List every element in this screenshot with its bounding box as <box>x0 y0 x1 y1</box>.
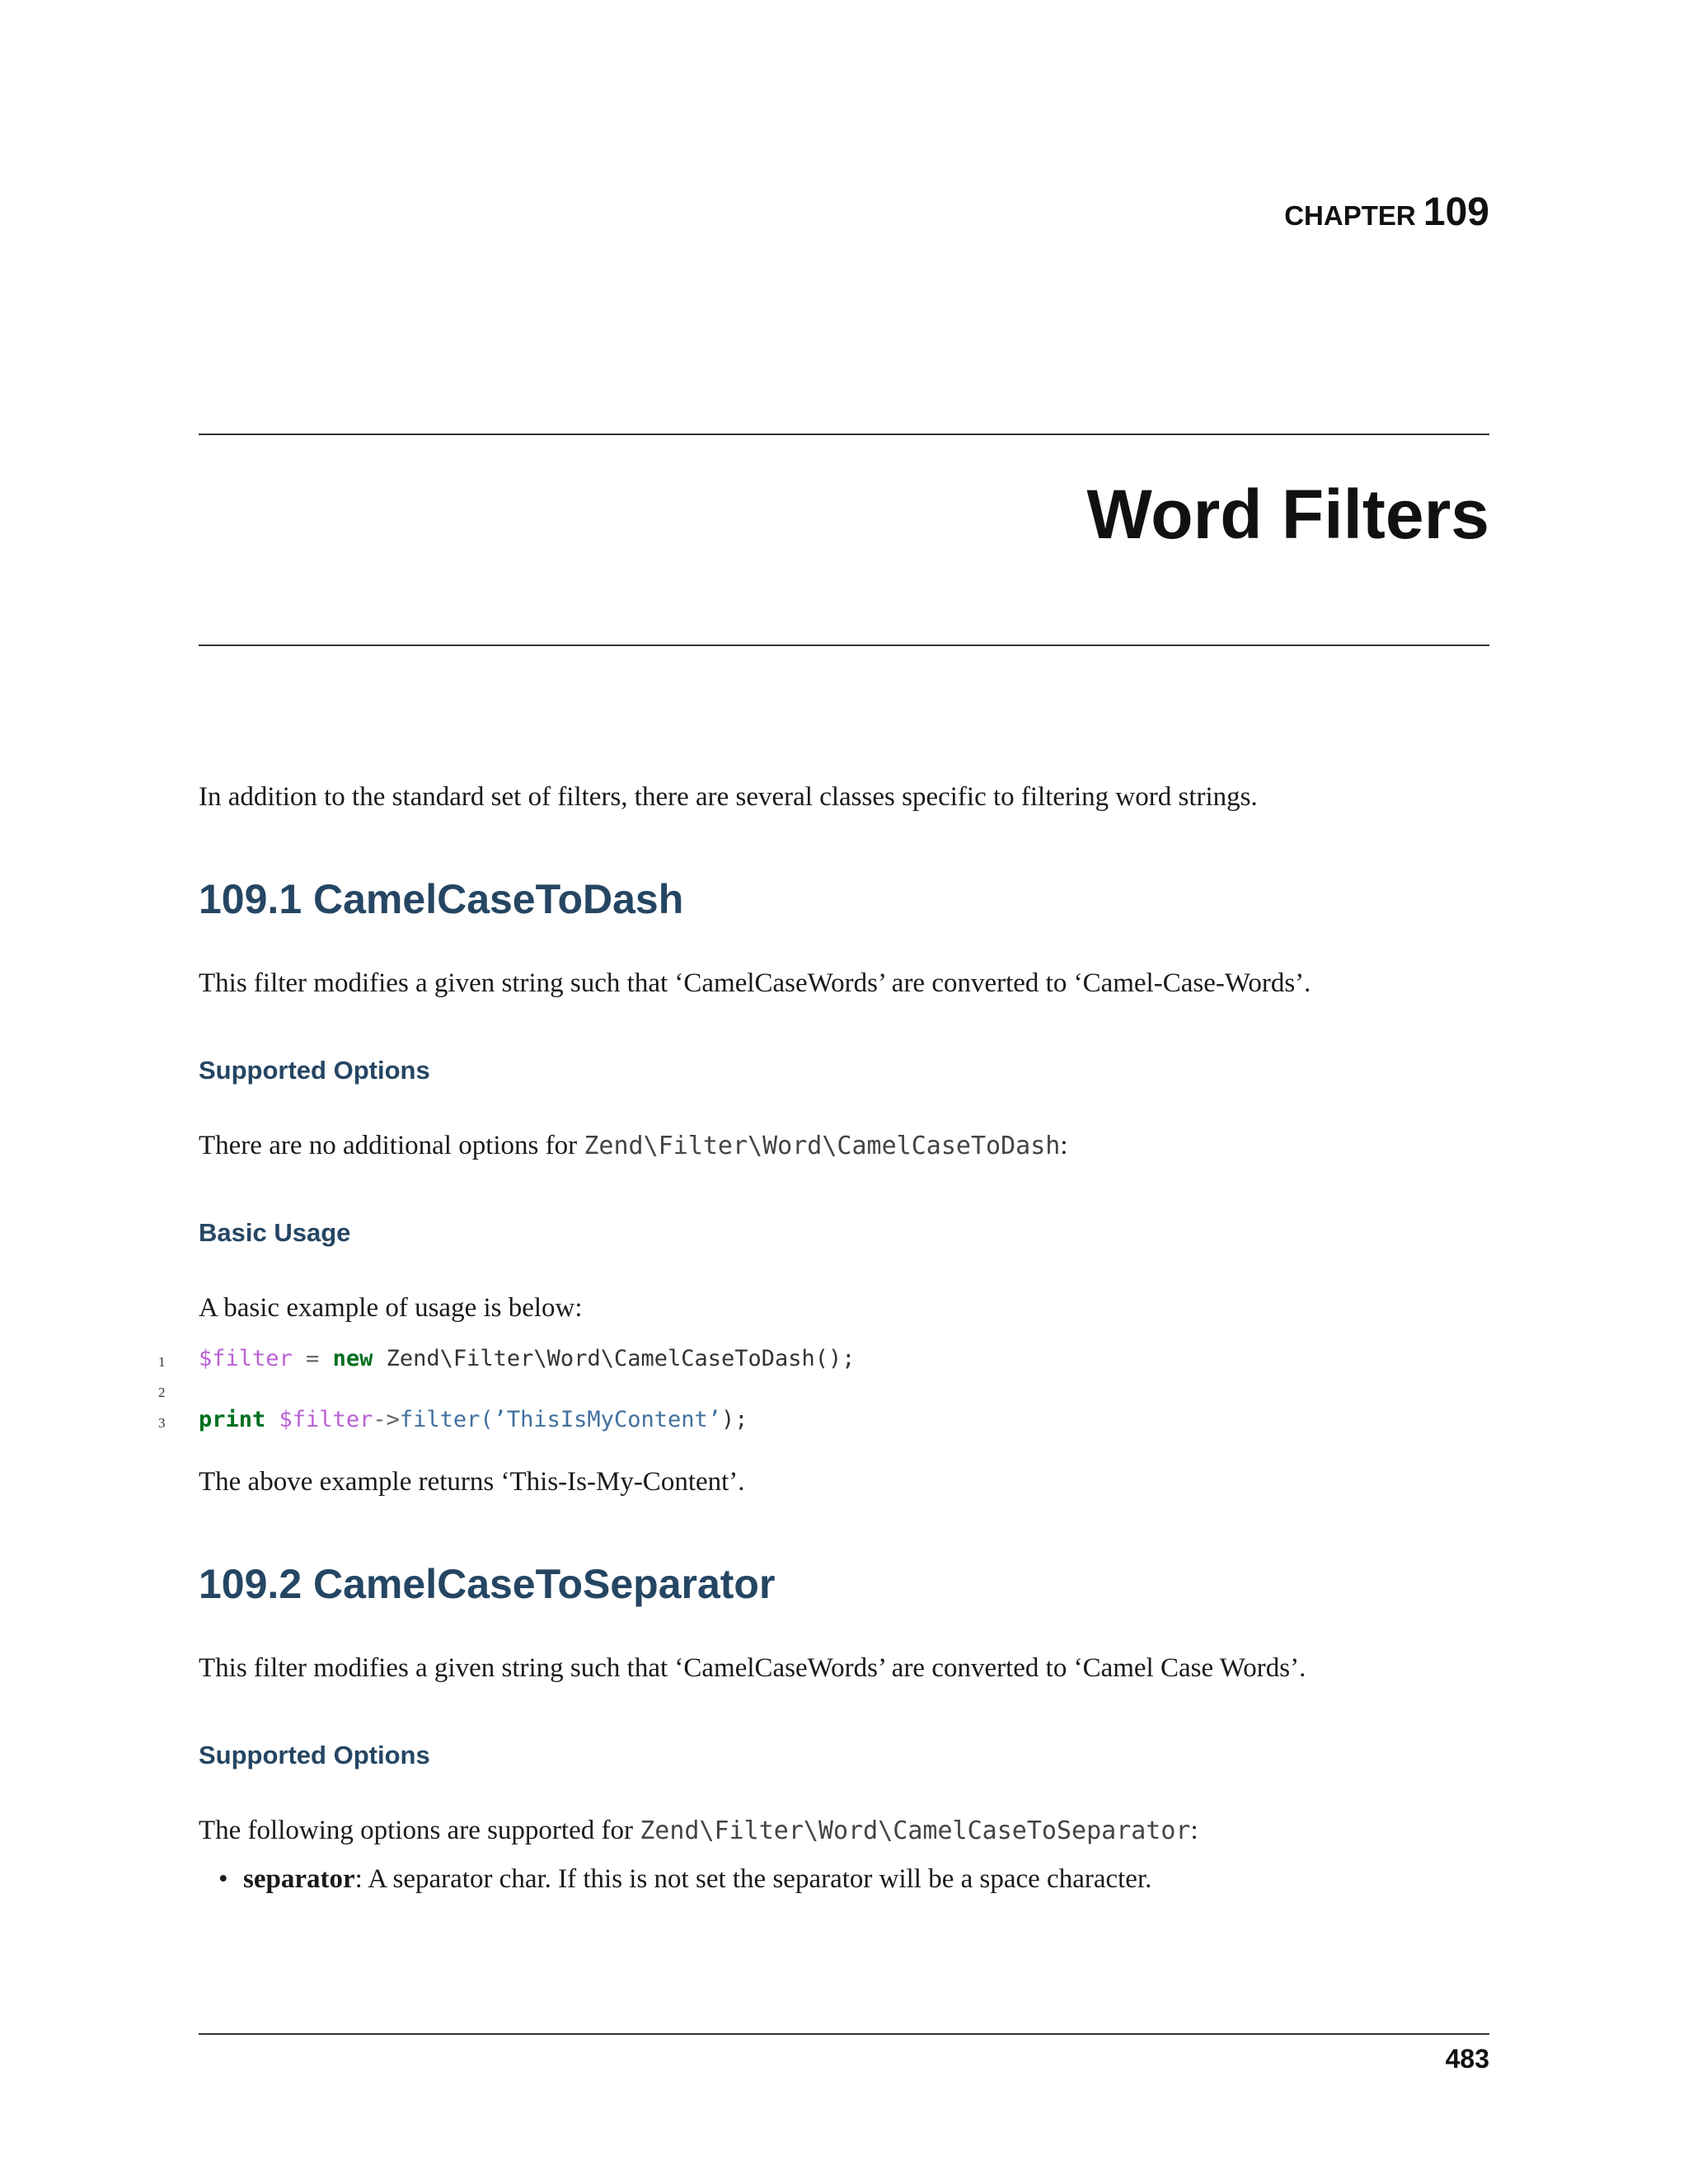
code-text: Zend\Filter\Word\CamelCaseToDash(); <box>373 1346 856 1371</box>
code-keyword: new <box>332 1346 373 1371</box>
options-text-prefix: There are no additional options for <box>199 1131 584 1160</box>
section1-usage-text: A basic example of usage is below: <box>199 1293 583 1323</box>
code-line-3 <box>158 1404 856 1435</box>
chapter-word: CHAPTER <box>1284 200 1416 231</box>
page-number: 483 <box>1445 2044 1489 2074</box>
section1-result-text: The above example returns ‘This-Is-My-Content’. <box>199 1467 745 1497</box>
class-name: Zend\Filter\Word\CamelCaseToDash <box>584 1132 1061 1160</box>
option-term: separator <box>243 1864 355 1894</box>
options-text-suffix: : <box>1060 1131 1068 1160</box>
chapter-label <box>1284 190 1489 235</box>
code-keyword: print <box>199 1407 266 1432</box>
footer-rule <box>199 2033 1489 2035</box>
section1-description: This filter modifies a given string such that ‘CamelCaseWords’ are converted to ‘Camel-Case-Words’. <box>199 968 1311 998</box>
code-text: ); <box>720 1407 748 1432</box>
section-heading-camelcasetoseparator: 109.2 CamelCaseToSeparator <box>199 1561 776 1607</box>
intro-paragraph: In addition to the standard set of filters, there are several classes specific to filtering word strings. <box>199 782 1258 812</box>
code-operator: = <box>292 1346 333 1371</box>
section-heading-camelcasetodash: 109.1 CamelCaseToDash <box>199 876 684 922</box>
section2-options-text <box>199 1815 1198 1848</box>
code-variable: $filter <box>199 1346 293 1371</box>
options-text-prefix: The following options are supported for <box>199 1816 640 1845</box>
code-line-1 <box>158 1343 856 1374</box>
line-number: 3 <box>158 1415 166 1431</box>
section1-usage-heading: Basic Usage <box>199 1218 351 1247</box>
code-string: ’ThisIsMyContent’ <box>493 1407 721 1432</box>
chapter-number: 109 <box>1423 190 1489 234</box>
code-block <box>158 1343 856 1435</box>
options-text-suffix: : <box>1190 1816 1198 1845</box>
option-description: : A separator char. If this is not set the separator will be a space character. <box>354 1864 1152 1894</box>
chapter-title: Word Filters <box>1086 476 1489 553</box>
code-call: filter( <box>399 1407 494 1432</box>
option-list-item <box>218 1864 1152 1895</box>
title-top-rule <box>199 434 1489 435</box>
title-bottom-rule <box>199 644 1489 646</box>
line-number: 2 <box>158 1385 166 1400</box>
class-name: Zend\Filter\Word\CamelCaseToSeparator <box>640 1816 1191 1845</box>
section1-options-text <box>199 1130 1068 1163</box>
code-operator: -> <box>373 1407 400 1432</box>
code-line-2 <box>158 1374 856 1404</box>
line-number: 1 <box>158 1354 166 1370</box>
section2-options-heading: Supported Options <box>199 1741 430 1769</box>
section2-description: This filter modifies a given string such that ‘CamelCaseWords’ are converted to ‘Camel Case Words’. <box>199 1653 1306 1683</box>
code-variable: $filter <box>265 1407 373 1432</box>
section1-options-heading: Supported Options <box>199 1056 430 1085</box>
bullet-icon: • <box>218 1864 228 1894</box>
